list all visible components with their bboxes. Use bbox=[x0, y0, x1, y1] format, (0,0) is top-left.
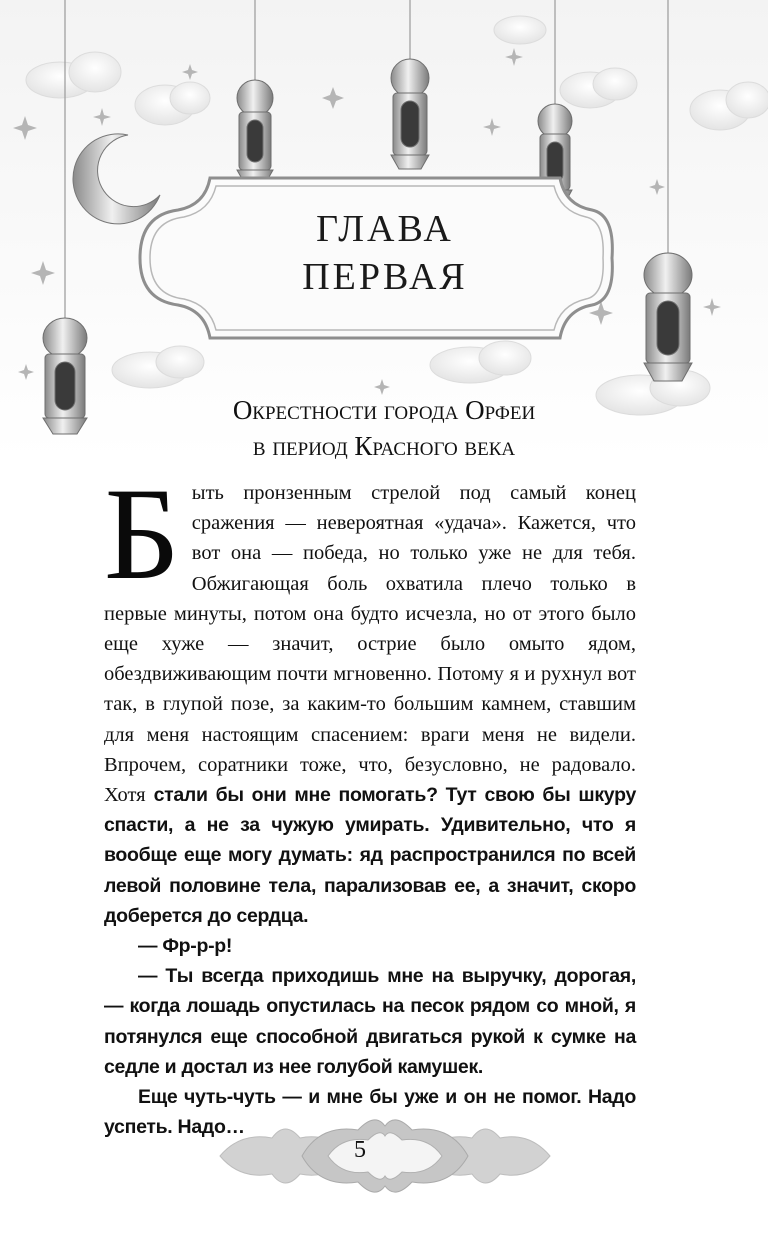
page-number-ornament bbox=[210, 1110, 560, 1202]
subtitle-line2: в период Красного века bbox=[252, 431, 516, 461]
paragraph bbox=[104, 460, 636, 931]
drop-cap: Б bbox=[104, 460, 180, 607]
subtitle-line1: Окрестности города Орфеи bbox=[232, 395, 536, 425]
paragraph: Еще чуть-чуть — и мне бы уже и он не помог. Надо успеть. Надо… bbox=[104, 1086, 636, 1139]
paragraph-text: ыть пронзенным стрелой под самый конец сражения — невероятная «удача». Кажется, что вот она — победа, но только уже не для тебя. Обжигающая боль охватила плечо только в первые минуты, потом она будто исчезла, но от этого было еще хуже — значит, острие было омыто ядом, обездвиживающим почти мгновенно. Потому я и рухнул вот так, в глупой позе, за каким-то большим камнем, ставшим для меня настоящим спасением: враги меня не видели. Впрочем, соратники тоже, что, безусловно, не радовало. Хотя bbox=[104, 482, 636, 807]
chapter-title-line2: ПЕРВАЯ bbox=[302, 256, 468, 298]
dialog-line: — Ты всегда приходишь мне на выручку, дорогая, — когда лошадь опустилась на песок рядом со мной, я потянулся еще способной двигаться рукой к сумке на седле и достал из нее голубой камушек. bbox=[104, 965, 636, 1078]
chapter-title-line1: ГЛАВА bbox=[316, 208, 454, 250]
body-text bbox=[104, 460, 636, 1142]
paragraph-text-bold: стали бы они мне помогать? Тут свою бы шкуру спасти, а не за чужую умирать. Удивительно, что я вообще еще могу думать: яд распространился по всей левой половине тела, парализовав ее, а значит, скоро доберется до сердца. bbox=[104, 784, 636, 927]
chapter-title bbox=[200, 205, 570, 301]
chapter-subtitle bbox=[100, 392, 668, 464]
page-number: 5 bbox=[354, 1137, 366, 1163]
dialog-line: — Фр-р-р! bbox=[138, 935, 233, 958]
